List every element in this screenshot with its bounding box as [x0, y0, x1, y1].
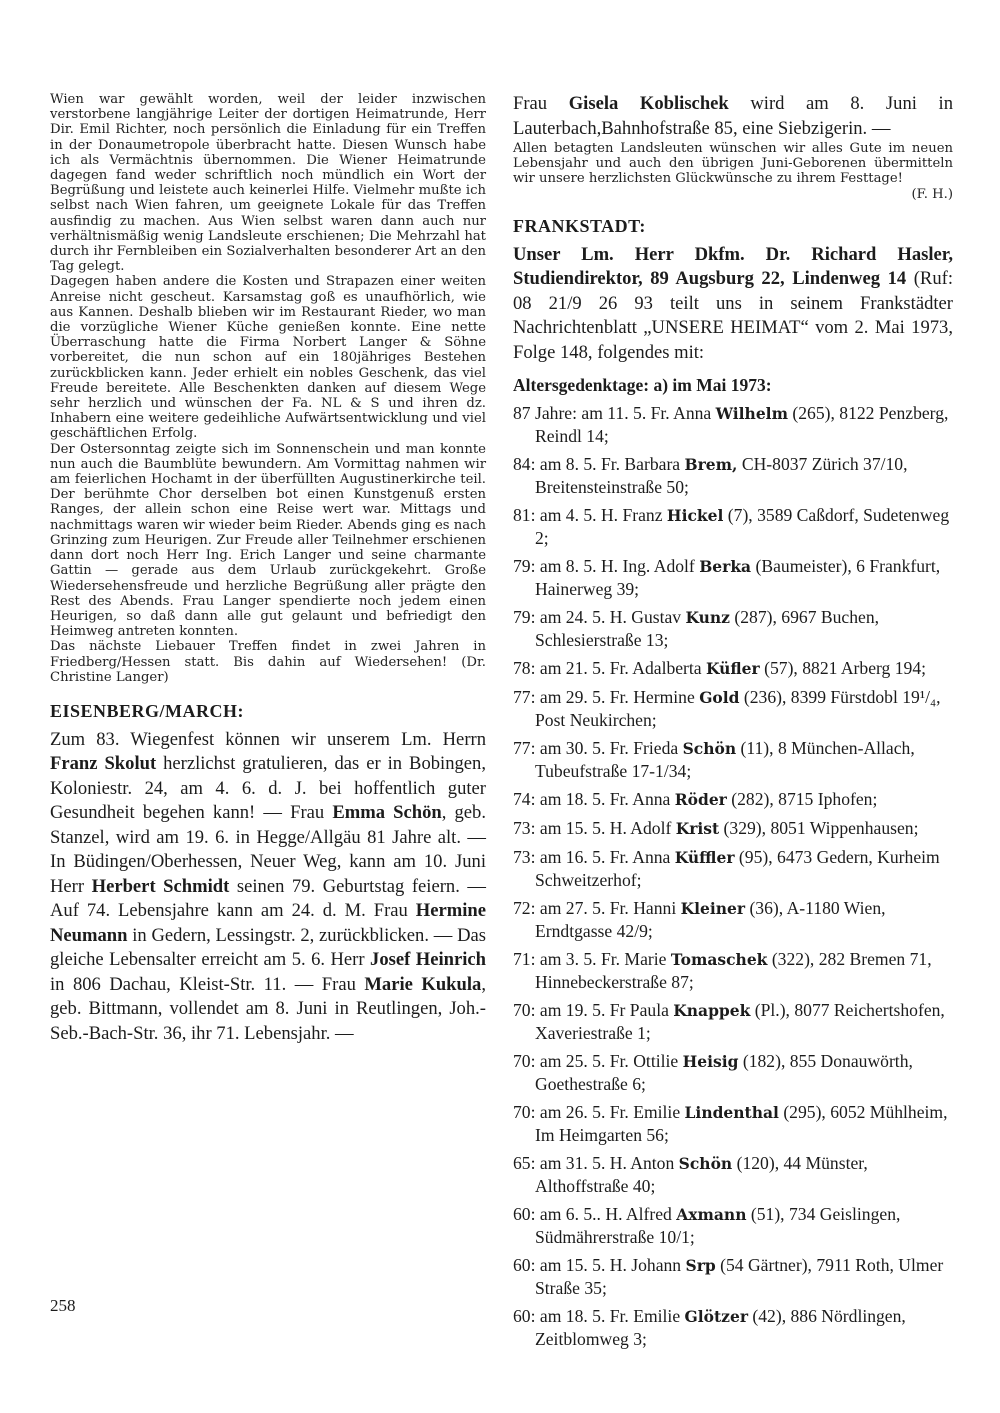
- entry-date: 70: am 26. 5. Fr. Emilie: [513, 1102, 685, 1123]
- heading-eisenberg: EISENBERG/MARCH:: [50, 700, 245, 721]
- heading-frankstadt: FRANKSTADT:: [513, 215, 646, 236]
- entry-address: (329), 8051 Wippenhausen;: [719, 818, 919, 839]
- entry-address: (322), 282 Bremen 71, Hinnebeckerstraße 87;: [535, 949, 932, 993]
- text: wird am 8. Juni in Lauterbach,Bahnhofstraße 85, eine Siebzigerin. —: [513, 93, 953, 139]
- paragraph-kosten: Dagegen haben andere die Kosten und Strapazen einer weiten Anreise nicht gescheut. Karsamstag goß es unaufhörlich, wie aus Kannen. Deshalb blieben wir im Restaurant Rieder, wo man die vorzügliche Wiener Küche genießen konnte. Eine nette Überraschung hatte die Firma Norbert Langer & Söhne vorbereitet, die nun schon auf ein 180jähriges Bestehen zurückblicken kann. Jeder erhielt ein nobles Geschenk, das viel Freude bereitete. Alle Beschenkten danken auf diesem Wege sehr herzlich und wünschen der Fa. NL & S und ihren dz. Inhabern eine weitere gedeihliche Aufwärtsentwicklung und viel geschäftlichen Erfolg.: [50, 274, 486, 442]
- paragraph-ostersonntag: Der Ostersonntag zeigte sich im Sonnenschein und man konnte nun auch die Baumblüte bewundern. Am Vormittag nahmen wir am feierlichen Hochamt in der überfüllten Augustinerkirche teil. Der berühmte Chor derselben bot einen Kunstgenuß ersten Ranges, der allein schon eine Reise wert war. Mittags und nachmittags waren wir wieder beim Rieder. Abends ging es nach Grinzing zum Heurigen. Zur Freude aller Teilnehmer erschienen dann dort noch Herr Ing. Erich Langer und seine charmante Gattin — gerade aus dem Urlaub zurückgekehrt. Große Wiedersehensfreude und herzliche Begrüßung aller prägte den Rest des Abends. Frau Langer spendierte noch jedem einen Heurigen, so daß dann alle gut gelaunt und befriedigt den Heimweg antreten konnten.: [50, 441, 486, 640]
- list-item: [513, 1203, 953, 1248]
- list-item: [513, 1101, 953, 1146]
- person-name: Hermine Neumann: [50, 900, 486, 946]
- person-name: Krist: [675, 819, 720, 839]
- entry-address: (Baumeister), 6 Frankfurt, Hainerweg 39;: [535, 556, 941, 600]
- wishes-text: Allen betagten Landsleuten wünschen wir alles Gute im neuen Lebensjahr und auch den übrigen Juni-Geborenen übermitteln wir unsere herzlichsten Glückwünsche zu ihrem Festtage!: [513, 141, 953, 187]
- person-name: Axmann: [676, 1205, 747, 1225]
- person-name: Tomaschek: [670, 950, 768, 970]
- entry-address: (236), 8399 Fürstdobl 19¹/₄, Post Neukirchen;: [535, 687, 941, 731]
- text: seinen 79. Geburtstag feiern. — Auf 74. Lebensjahre kann am 24. d. M. Frau: [50, 875, 486, 922]
- person-name: Emma Schön: [332, 802, 442, 824]
- text: in 806 Dachau, Kleist-Str. 11. — Frau: [50, 973, 365, 995]
- gisela-paragraph: [513, 92, 953, 141]
- birthday-list: [513, 402, 953, 1350]
- entry-address: (36), A-1180 Wien, Erndtgasse 42/9;: [535, 898, 886, 942]
- list-item: [513, 897, 953, 942]
- entry-date: 87 Jahre: am 11. 5. Fr. Anna: [513, 403, 716, 424]
- list-item: [513, 737, 953, 782]
- entry-address: (42), 886 Nördlingen, Zeitblomweg 3;: [535, 1306, 906, 1350]
- list-item: [513, 555, 953, 600]
- right-column: [513, 92, 953, 1356]
- text: Frau: [513, 93, 569, 114]
- person-name: Gisela Koblischek: [568, 93, 729, 114]
- paragraph-wien: Wien war gewählt worden, weil der leider inzwischen verstorbene langjährige Leiter der dortigen Heimatrunde, Herr Dir. Emil Richter, noch persönlich die Einladung für ein Treffen in der Donaumetropole überbracht hatte. Diesen Wunsch habe ich als Vermächtnis übernommen. Die Wiener Heimatrunde dagegen fand weder schriftlich noch mündlich ein Wort der Begrüßung und leistete auch keinerlei Hilfe. Vielmehr mußte ich selbst nach Wien fahren, um geeignete Lokale für das Treffen ausfindig zu machen. Aus Wien selbst waren dann auch nur verhältnismäßig wenig Landsleute erschienen; Die Mehrzahl hat durch ihr Fernbleiben ein Sozialverhalten besonderer Art an den Tag gelegt.: [50, 92, 486, 275]
- entry-address: CH-8037 Zürich 37/10, Breitensteinstraße 50;: [535, 454, 908, 498]
- entry-date: 77: am 29. 5. Fr. Hermine: [513, 687, 700, 708]
- list-item: [513, 504, 953, 549]
- text: (Ruf: 08 21/9 26 93 teilt uns in seinem Frankstädter Nachrichtenblatt „UNSERE HEIMAT“ vom 2. Mai 1973, Folge 148, folgendes mit:: [513, 268, 953, 363]
- list-item: [513, 1254, 953, 1299]
- person-name: Unser Lm. Herr Dkfm. Dr. Richard Hasler, Studiendirektor, 89 Augsburg 22, Lindenweg 14: [513, 243, 953, 290]
- gisela-notice: [513, 92, 953, 141]
- entry-date: 70: am 25. 5. Fr. Ottilie: [513, 1051, 683, 1072]
- person-name: Franz Skolut: [50, 753, 157, 775]
- person-name: Küffler: [674, 848, 735, 868]
- list-item: [513, 606, 953, 651]
- text: in Gedern, Lessingstr. 2, zurückblicken. — Das gleiche Lebensalter erreicht am 5. 6. Herr: [50, 924, 486, 971]
- entry-date: 60: am 15. 5. H. Johann: [513, 1255, 686, 1276]
- wishes-signature: (F. H.): [911, 186, 953, 202]
- list-item: [513, 948, 953, 993]
- entry-date: 74: am 18. 5. Fr. Anna: [513, 789, 675, 810]
- person-name: Schön: [678, 1154, 733, 1174]
- text: herzlichst gratulieren, das er in Bobingen, Koloniestr. 24, am 4. 6. d. J. bei hoffentlich guter Gesundheit begehen kann! — Frau: [50, 753, 486, 824]
- eisenberg-section: [50, 728, 486, 1047]
- frankstadt-intro: [513, 243, 953, 366]
- entry-date: 81: am 4. 5. H. Franz: [513, 505, 667, 526]
- list-item: [513, 817, 953, 840]
- person-name: Srp: [685, 1256, 716, 1276]
- entry-date: 70: am 19. 5. Fr Paula: [513, 1000, 674, 1021]
- entry-date: 78: am 21. 5. Fr. Adalberta: [513, 658, 707, 679]
- entry-date: 72: am 27. 5. Fr. Hanni: [513, 898, 681, 919]
- left-column: [50, 92, 486, 1046]
- eisenberg-paragraph: [50, 728, 486, 1047]
- text: , geb. Stanzel, wird am 19. 6. in Hegge/Allgäu 81 Jahre alt. — In Büdingen/Oberhessen, Neuer Weg, kann am 10. Juni Herr: [50, 802, 486, 897]
- person-name: Herbert Schmidt: [91, 875, 230, 897]
- person-name: Röder: [674, 790, 727, 810]
- person-name: Lindenthal: [684, 1103, 779, 1123]
- entry-address: (265), 8122 Penzberg, Reindl 14;: [535, 403, 949, 447]
- entry-date: 73: am 15. 5. H. Adolf: [513, 818, 676, 839]
- entry-address: (182), 855 Donauwörth, Goethestraße 6;: [535, 1051, 913, 1095]
- person-name: Berka: [699, 557, 752, 577]
- page-number: 258: [50, 1296, 76, 1315]
- list-item: [513, 846, 953, 891]
- list-item: [513, 788, 953, 811]
- list-item: [513, 1050, 953, 1095]
- person-name: Kunz: [685, 608, 730, 628]
- entry-date: 60: am 6. 5.. H. Alfred: [513, 1204, 677, 1225]
- entry-date: 84: am 8. 5. Fr. Barbara: [513, 454, 685, 475]
- list-item: [513, 999, 953, 1044]
- entry-address: (7), 3589 Caßdorf, Sudetenweg 2;: [535, 505, 950, 549]
- entry-date: 79: am 24. 5. H. Gustav: [513, 607, 686, 628]
- entry-address: (120), 44 Münster, Althoffstraße 40;: [535, 1153, 868, 1197]
- list-item: [513, 453, 953, 498]
- entry-address: (295), 6052 Mühlheim, Im Heimgarten 56;: [535, 1102, 948, 1146]
- entry-address: (51), 734 Geislingen, Südmährerstraße 10/1;: [535, 1204, 901, 1248]
- entry-date: 77: am 30. 5. Fr. Frieda: [513, 738, 683, 759]
- entry-date: 73: am 16. 5. Fr. Anna: [513, 847, 675, 868]
- person-name: Heisig: [682, 1052, 739, 1072]
- list-item: [513, 1305, 953, 1350]
- entry-address: (95), 6473 Gedern, Kurheim Schweitzerhof;: [535, 847, 940, 891]
- frankstadt-paragraph: [513, 243, 953, 366]
- entry-address: (54 Gärtner), 7911 Roth, Ulmer Straße 35;: [535, 1255, 944, 1299]
- list-item: [513, 657, 953, 680]
- wishes-block: [513, 141, 953, 202]
- person-name: Knappek: [673, 1001, 751, 1021]
- person-name: Marie Kukula: [364, 973, 482, 995]
- text: , geb. Bittmann, vollendet am 8. Juni in Reutlingen, Joh.-Seb.-Bach-Str. 36, ihr 71. Lebensjahr. —: [50, 973, 486, 1044]
- list-item: [513, 1152, 953, 1197]
- wien-report: [50, 92, 486, 685]
- person-name: Wilhelm: [715, 404, 788, 424]
- entry-address: (57), 8821 Arberg 194;: [759, 658, 927, 679]
- list-item: [513, 402, 953, 447]
- person-name: Hickel: [666, 506, 724, 526]
- entry-address: (287), 6967 Buchen, Schlesierstraße 13;: [535, 607, 880, 651]
- entry-address: (Pl.), 8077 Reichertshofen, Xaveriestraße 1;: [535, 1000, 945, 1044]
- altersgedenktage-heading: Altersgedenktage: a) im Mai 1973:: [513, 375, 772, 396]
- person-name: Brem,: [684, 455, 738, 475]
- person-name: Glötzer: [684, 1307, 748, 1327]
- entry-date: 79: am 8. 5. H. Ing. Adolf: [513, 556, 700, 577]
- entry-address: (282), 8715 Iphofen;: [726, 789, 878, 810]
- list-item: [513, 686, 953, 731]
- paragraph-naechstes-treffen: Das nächste Liebauer Treffen findet in zwei Jahren in Friedberg/Hessen statt. Bis dahin auf Wiedersehen! (Dr. Christine Langer): [50, 639, 486, 685]
- person-name: Schön: [682, 739, 737, 759]
- person-name: Josef Heinrich: [370, 949, 486, 971]
- person-name: Gold: [699, 688, 740, 708]
- entry-date: 71: am 3. 5. Fr. Marie: [513, 949, 671, 970]
- person-name: Küfler: [706, 659, 760, 679]
- person-name: Kleiner: [680, 899, 746, 919]
- entry-date: 60: am 18. 5. Fr. Emilie: [513, 1306, 685, 1327]
- entry-date: 65: am 31. 5. H. Anton: [513, 1153, 679, 1174]
- entry-address: (11), 8 München-Allach, Tubeufstraße 17-1/34;: [535, 738, 915, 782]
- text: Zum 83. Wiegenfest können wir unserem Lm. Herrn: [50, 728, 486, 750]
